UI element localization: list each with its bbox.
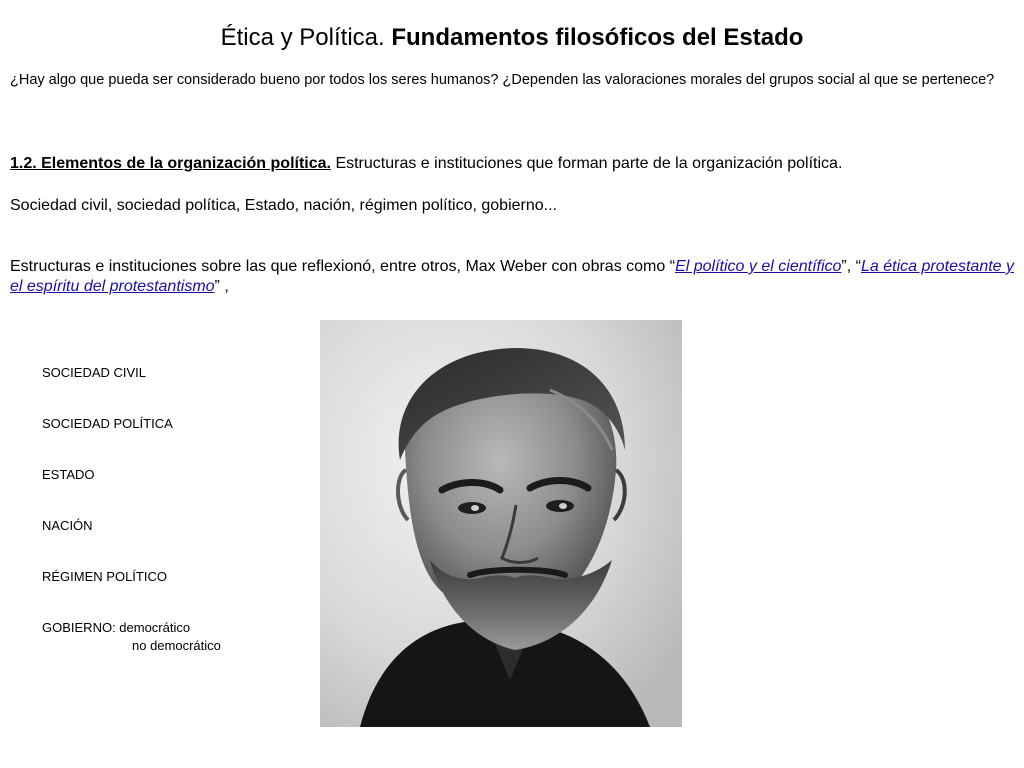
intro-question: ¿Hay algo que pueda ser considerado bueno por todos los seres humanos? ¿Dependen las valoraciones morales del grupos social al que se pertenece?: [10, 72, 995, 88]
concept-item-estado: ESTADO: [42, 467, 95, 482]
section-heading: 1.2. Elementos de la organización política.: [10, 155, 331, 172]
weber-intro-text: Estructuras e instituciones sobre las que reflexionó, entre otros, Max Weber con obras como: [10, 258, 666, 275]
link-el-politico-y-el-cientifico[interactable]: El político y el científico: [675, 258, 842, 275]
concept-item-gobierno-sub: no democrático: [132, 638, 221, 653]
link-la-etica-protestante[interactable]: La ética protestante y el espíritu del protestantismo: [10, 258, 1015, 295]
max-weber-portrait: [320, 320, 682, 727]
weber-tail: ,: [224, 278, 229, 295]
concept-list: [42, 364, 302, 670]
page-title: [0, 22, 1024, 54]
concept-item-sociedad-politica: SOCIEDAD POLÍTICA: [42, 416, 173, 431]
weber-separator: ,: [846, 258, 852, 275]
page-title-subject: Ética y Política.: [220, 24, 385, 51]
concept-item-sociedad-civil: SOCIEDAD CIVIL: [42, 365, 147, 380]
concept-item-regimen-politico: RÉGIMEN POLÍTICO: [42, 569, 167, 584]
concepts-summary: Sociedad civil, sociedad política, Estado, nación, régimen político, gobierno...: [10, 197, 557, 214]
concept-item-gobierno-label: GOBIERNO: democrático: [42, 620, 191, 635]
concept-item-gobierno: [42, 619, 302, 670]
weber-paragraph: Estructuras e instituciones sobre las que reflexionó, entre otros, Max Weber con obras como “El político y el científico”, “La ética protestante y el espíritu del protestantismo” ,: [10, 258, 1015, 295]
section-heading-line: [10, 154, 1014, 174]
section-description: Estructuras e instituciones que forman parte de la organización política.: [335, 155, 843, 172]
concept-item-nacion: NACIÓN: [42, 518, 93, 533]
page-title-topic: Fundamentos filosóficos del Estado: [391, 24, 804, 51]
